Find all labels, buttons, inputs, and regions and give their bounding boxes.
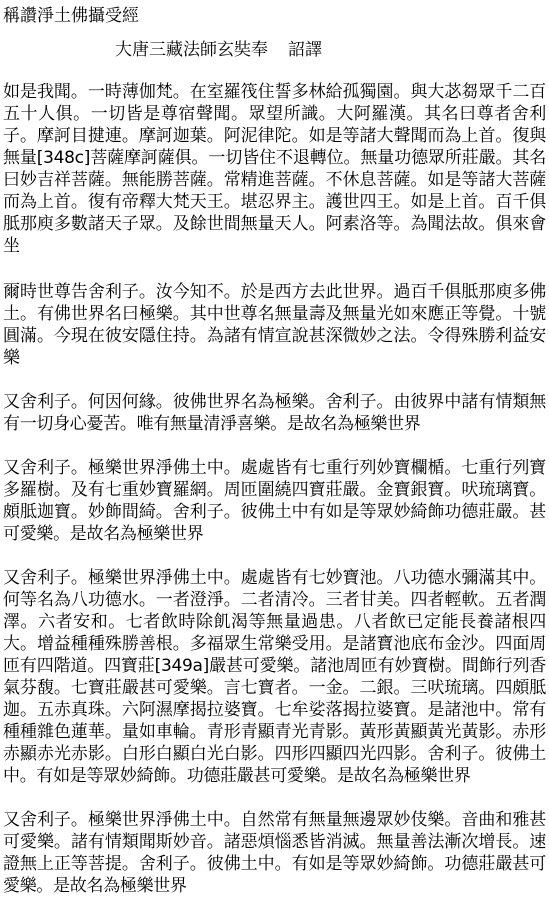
paragraph: 爾時世尊告舍利子。汝今知不。於是西方去此世界。過百千俱胝那庾多佛土。有佛世界名曰極樂。其中世尊名無量壽及無量光如來應正等覺。十號圓滿。今現在彼安隱住持。為諸有情宣說甚深微妙之法。令得殊勝利益安樂 bbox=[3, 282, 546, 368]
sutra-title: 稱讚淨土佛攝受經 bbox=[3, 6, 139, 26]
paragraph: 又舍利子。極樂世界淨佛土中。處處皆有七重行列妙寶欄楯。七重行列寶多羅樹。及有七重妙寶羅網。周匝圍繞四寶莊嚴。金寶銀寶。吠琉璃寶。頗胝迦寶。妙飾間綺。舍利子。彼佛土中有如是等眾妙綺飾功德莊嚴。甚可愛樂。是故名為極樂世界 bbox=[3, 458, 546, 544]
translator-name: 大唐三藏法師玄奘奉 bbox=[115, 40, 268, 60]
paragraph: 又舍利子。何因何緣。彼佛世界名為極樂。舍利子。由彼界中諸有情類無有一切身心憂苦。唯有無量清淨喜樂。是故名為極樂世界 bbox=[3, 392, 546, 434]
sutra-page bbox=[3, 5, 546, 897]
translator-edict: 詔譯 bbox=[288, 40, 322, 60]
paragraph: 又舍利子。極樂世界淨佛土中。自然常有無量無邊眾妙伎樂。音曲和雅甚可愛樂。諸有情類聞斯妙音。諸惡煩惱悉皆消滅。無量善法漸次增長。速證無上正等菩提。舍利子。彼佛土中。有如是等眾妙綺飾。功德莊嚴甚可愛樂。是故名為極樂世界 bbox=[3, 810, 546, 896]
translator-line bbox=[115, 39, 546, 61]
paragraph: 如是我聞。一時薄伽梵。在室羅筏住誓多林給孤獨園。與大苾芻眾千二百五十人俱。一切皆是尊宿聲聞。眾望所識。大阿羅漢。其名曰尊者舍利子。摩訶目揵連。摩訶迦葉。阿泥律陀。如是等諸大聲聞而為上首。復與無量[348c]菩薩摩訶薩俱。一切皆住不退轉位。無量功德眾所莊嚴。其名曰妙吉祥菩薩。無能勝菩薩。常精進菩薩。不休息菩薩。如是等諸大菩薩而為上首。復有帝釋大梵天王。堪忍界主。護世四王。如是上首。百千俱胝那庾多數諸天子眾。及餘世間無量天人。阿素洛等。為聞法故。俱來會坐 bbox=[3, 82, 546, 256]
paragraph: 又舍利子。極樂世界淨佛土中。處處皆有七妙寶池。八功德水彌滿其中。何等名為八功德水。一者澄淨。二者清冷。三者甘美。四者輕軟。五者潤澤。六者安和。七者飲時除飢渴等無量過患。八者飲已定能長養諸根四大。增益種種殊勝善根。多福眾生常樂受用。是諸寶池底布金沙。四面周匝有四階道。四寶莊[349a]嚴甚可愛樂。諸池周匝有妙寶樹。間飾行列香氣芬馥。七寶莊嚴甚可愛樂。言七寶者。一金。二銀。三吠琉璃。四頗胝迦。五赤真珠。六阿濕摩揭拉婆寶。七牟娑落揭拉婆寶。是諸池中。常有種種雜色蓮華。量如車輪。青形青顯青光青影。黃形黃顯黃光黃影。赤形赤顯赤光赤影。白形白顯白光白影。四形四顯四光四影。舍利子。彼佛土中。有如是等眾妙綺飾。功德莊嚴甚可愛樂。是故名為極樂世界 bbox=[3, 568, 546, 786]
